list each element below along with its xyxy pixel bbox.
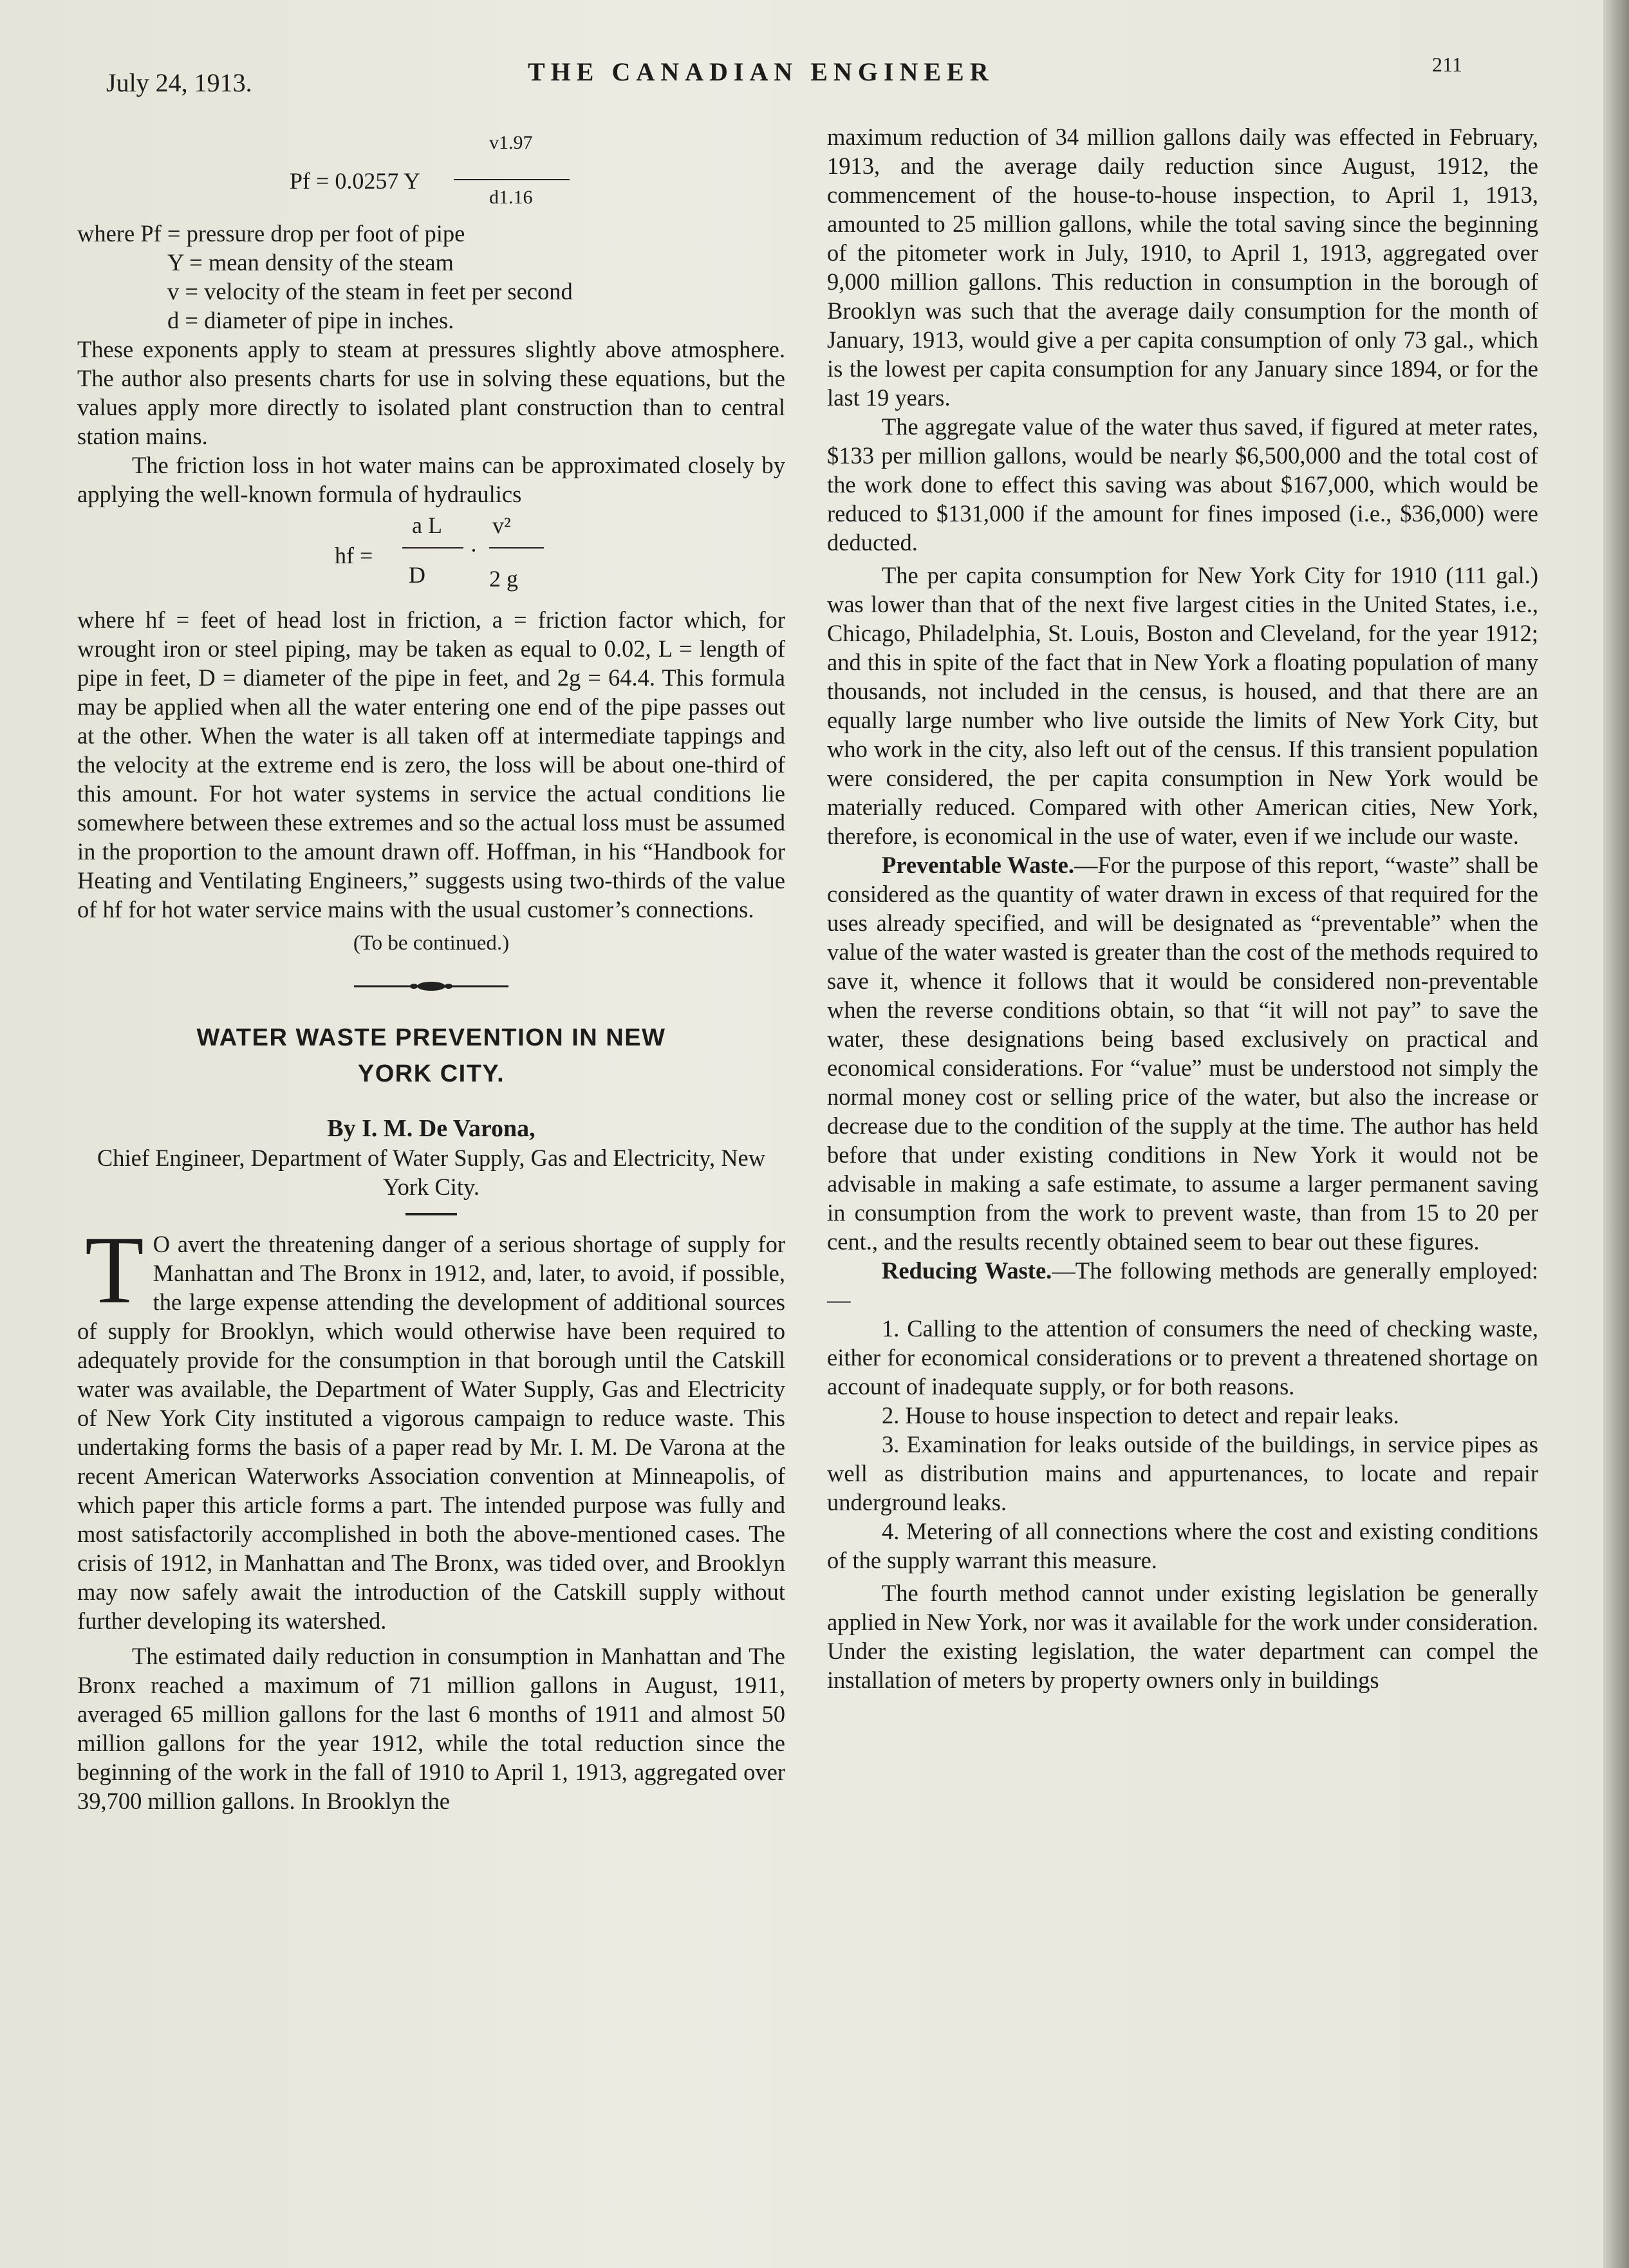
- formula1-fraction-bar: [454, 179, 570, 180]
- definition-y: Y = mean density of the steam: [167, 249, 454, 276]
- text-reducing-waste: —The following methods are generally employed:—: [827, 1257, 1538, 1313]
- variable-definitions: [77, 219, 785, 335]
- pressure-drop-formula: [77, 122, 785, 219]
- article-title-line1: WATER WASTE PREVENTION IN NEW: [196, 1024, 666, 1051]
- method-item-4: 4. Metering of all connections where the cost and existing conditions of the supply warrant this measure.: [827, 1518, 1538, 1573]
- paragraph-per-capita: The per capita consumption for New York City for 1910 (111 gal.) was lower than that of the next five largest cities in the United States, i.e., Chicago, Philadelphia, St. Louis, Boston and Cleveland, for the year 1912; and this in spite of the fact that in New York a floating population of many thousands, not included in the census, is housed, and that there are an equally large number who live outside the limits of New York City, but who work in the city, also left out of the census. If this transient population were considered, the per capita consumption in New York would be materially reduced. Compared with other American cities, New York, therefore, is economical in the use of water, even if we include our waste.: [827, 562, 1538, 849]
- author-byline: By I. M. De Varona,: [327, 1115, 535, 1142]
- paragraph-brooklyn-reduction: maximum reduction of 34 million gallons daily was effected in February, 1913, and the average daily reduction since August, 1912, the commencement of the house-to-house inspection, to April 1, 1913, amounted to 25 million gallons, while the total saving since the beginning of the pitometer work in July, 1910, to April 1, 1913, aggregated over 9,000 million gallons. This reduction in consumption in the borough of Brooklyn was such that the average daily consumption for the month of January, 1913, would give a per capita consumption of only 73 gal., which is the lowest per capita consumption for any January since 1894, or for the last 19 years.: [827, 124, 1538, 411]
- left-column: [77, 122, 785, 1815]
- paragraph-reducing-waste: [827, 1256, 1538, 1314]
- definition-p: where Pf = pressure drop per foot of pipe: [77, 220, 465, 247]
- paragraph-preventable-waste: [827, 850, 1538, 1256]
- formula2-lhs: hf =: [335, 543, 373, 568]
- formula2-den1: D: [409, 562, 425, 588]
- book-spine-shadow: [1603, 0, 1629, 2268]
- formula1-denominator: d1.16: [489, 187, 533, 208]
- formula2-bar2: [489, 547, 544, 548]
- method-item-3: 3. Examination for leaks outside of the buildings, in service pipes as well as distribution mains and appurtenances, to locate and repair underground leaks.: [827, 1431, 1538, 1515]
- friction-head-formula: [77, 509, 785, 605]
- method-item-1: 1. Calling to the attention of consumers the need of checking waste, either for economical considerations or to prevent a threatened shortage on account of inadequate supply, or for both reasons.: [827, 1315, 1538, 1400]
- header-date: July 24, 1913.: [106, 68, 252, 97]
- definition-v: v = velocity of the steam in feet per second: [167, 278, 573, 305]
- page-number: 211: [1432, 53, 1462, 76]
- heading-reducing-waste: Reducing Waste.: [882, 1257, 1052, 1284]
- paragraph-where-hf: where hf = feet of head lost in friction, a = friction factor which, for wrought iron or steel piping, may be taken as equal to 0.02, L = length of pipe in feet, D = diameter of the pipe in feet, and 2g = 64.4. This formula may be applied when all the water entering one end of the pipe passes out at the other. When the water is all taken off at intermediate tappings and the velocity at the extreme end is zero, the loss will be about one-third of this amount. For hot water systems in service the actual conditions lie somewhere between these extremes and so the actual loss must be assumed in the proportion to the amount drawn off. Hoffman, in his “Handbook for Heating and Ventilating Engineers,” suggests using two-thirds of the value of hf for hot water service mains with the usual customer’s connections.: [77, 606, 785, 923]
- article-title: [77, 1020, 785, 1092]
- paragraph-friction-loss: The friction loss in hot water mains can be approximated closely by applying the well-known formula of hydraulics: [77, 452, 785, 507]
- right-column: [827, 122, 1538, 1694]
- intro-paragraph: [77, 1217, 785, 1635]
- paragraph-fourth-method: The fourth method cannot under existing legislation be generally applied in New York, nor was it available for the work under consideration. Under the existing legislation, the water department can compel the installation of meters by property owners only in buildings: [827, 1580, 1538, 1693]
- section-divider-ornament: [354, 980, 508, 993]
- paragraph-aggregate-value: The aggregate value of the water thus saved, if figured at meter rates, $133 per million gallons, would be nearly $6,500,000 and the total cost of the work done to effect this saving was about $167,000, which would be reduced to $131,000 if the amount for fines imposed (i.e., $36,000) were deducted.: [827, 413, 1538, 556]
- to-be-continued: (To be continued.): [353, 932, 510, 955]
- formula1-numerator: v1.97: [489, 132, 533, 153]
- heading-preventable-waste: Preventable Waste.: [882, 852, 1075, 878]
- paragraph-estimated-reduction: The estimated daily reduction in consumption in Manhattan and The Bronx reached a maximum of 71 million gallons in August, 1911, averaged 65 million gallons for the last 6 months of 1911 and almost 50 million gallons for the year 1912, while the total reduction since the beginning of the work in the fall of 1910 to April 1, 1913, aggregated over 39,700 million gallons. In Brooklyn the: [77, 1643, 785, 1814]
- intro-text: O avert the threatening danger of a serious shortage of supply for Manhattan and The Bronx in 1912, and, later, to avoid, if possible, the large expense attending the development of additional sources of supply for Brooklyn, which would otherwise have been required to adequately provide for the consumption in that borough until the Catskill water was available, the Department of Water Supply, Gas and Electricity of New York City instituted a vigorous campaign to reduce waste. This undertaking forms the basis of a paper read by Mr. I. M. De Varona at the recent American Waterworks Association convention at Minneapolis, of which paper this article forms a part. The intended purpose was fully and most satisfactorily accomplished in both the above-mentioned cases. The crisis of 1912, in Manhattan and The Bronx, was tided over, and Brooklyn may now safely await the introduction of the Catskill supply without further developing its watershed.: [77, 1231, 785, 1634]
- drop-cap: T: [85, 1217, 144, 1324]
- formula2-num1: a L: [412, 512, 442, 538]
- method-item-2: 2. House to house inspection to detect and repair leaks.: [882, 1402, 1399, 1429]
- short-rule: [405, 1213, 457, 1215]
- formula1-lhs: Pf = 0.0257 Y: [290, 168, 420, 194]
- formula2-den2: 2 g: [489, 566, 518, 592]
- text-preventable-waste: —For the purpose of this report, “waste” shall be considered as the quantity of water drawn in excess of that required for the uses already specified, and will be designated as “preventable” when the value of the water wasted is greater than the cost of the methods required to save it, whence it follows that it would be considered non-preventable when the reverse conditions obtain, so that “it will not pay” to save the water, these designations being based exclusively on practical and economical considerations. For “value” must be understood not simply the normal money cost or selling price of the water, but also the increase or decrease due to the condition of the supply at the time. The author has held before that under existing conditions in New York it would not be advisable in making a safe estimate, to assume a larger permanent saving in consumption from the work to prevent waste, than from 15 to 20 per cent., and the results recently obtained seem to bear out these figures.: [827, 852, 1538, 1255]
- paragraph-exponents: These exponents apply to steam at pressures slightly above atmosphere. The author also presents charts for use in solving these equations, but the values apply more directly to isolated plant construction than to central station mains.: [77, 336, 785, 449]
- journal-title: THE CANADIAN ENGINEER: [528, 57, 994, 86]
- formula2-num2: v²: [492, 512, 511, 538]
- author-affiliation: Chief Engineer, Department of Water Supply, Gas and Electricity, New York City.: [97, 1145, 766, 1200]
- article-title-line2: YORK CITY.: [357, 1060, 505, 1087]
- formula2-dot: ·: [470, 538, 478, 563]
- formula2-bar1: [402, 547, 463, 548]
- definition-d: d = diameter of pipe in inches.: [167, 307, 454, 333]
